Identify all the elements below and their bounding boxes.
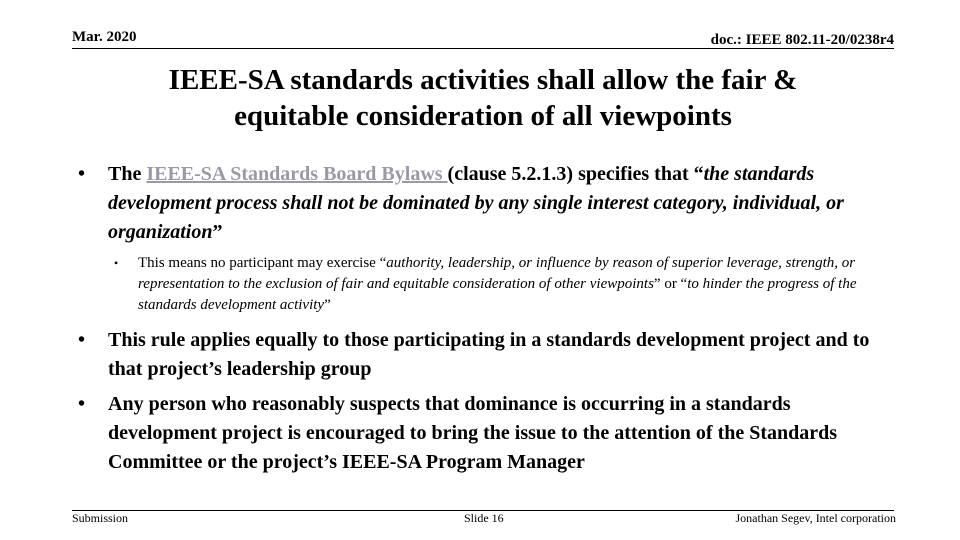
slide-title: [72, 62, 894, 134]
header-doc-id: doc.: IEEE 802.11-20/0238r4: [710, 32, 894, 48]
bullet-dot-icon: •: [78, 393, 86, 415]
title-line-2: equitable consideration of all viewpoints: [234, 100, 732, 132]
header-divider: [72, 48, 894, 49]
bullet-text: (clause 5.2.1.3) specifies that “: [447, 163, 704, 185]
footer-author: Jonathan Segev, Intel corporation: [735, 511, 896, 525]
sub-bullet-quote-1: authority, leadership, or influence by reason of superior leverage, strength, or representation to the exclusion of fair and equitable consideration of other viewpoints: [138, 255, 856, 292]
bullet-dominance: [78, 390, 888, 477]
bullet-text: ”: [212, 221, 223, 243]
footer-slide-number: Slide 16: [464, 511, 504, 525]
sub-bullet-text: ”: [324, 297, 331, 313]
bullet-rule-applies: [78, 326, 888, 384]
slide-body: [78, 160, 888, 483]
title-line-1: IEEE-SA standards activities shall allow the fair &: [168, 64, 798, 96]
bullet-text: Any person who reasonably suspects that dominance is occurring in a standards development project is encouraged to bring the issue to the attention of the Standards Committee or the project’s IEEE-SA Program Manager: [108, 393, 838, 473]
footer-submission: Submission: [72, 511, 129, 525]
sub-bullet-text: ” or “: [653, 276, 688, 292]
bullet-text: This rule applies equally to those participating in a standards development project and to that project’s leadership group: [108, 329, 870, 380]
bylaws-link[interactable]: IEEE-SA Standards Board Bylaws: [146, 163, 448, 185]
sub-bullet-quote-2: to hinder the progress of the standards development activity: [138, 276, 857, 313]
sub-bullet-text: This means no participant may exercise “: [138, 255, 387, 271]
bullet-dot-icon: •: [78, 163, 86, 185]
bylaws-quote: the standards development process shall not be dominated by any single interest category, individual, or organization: [108, 163, 844, 243]
bullet-text: The: [108, 163, 147, 185]
header-date: Mar. 2020: [72, 29, 137, 45]
sub-bullet-participant: [78, 253, 888, 316]
bullet-dot-icon: •: [78, 329, 86, 351]
sub-bullet-dot-icon: •: [114, 256, 119, 270]
bullet-bylaws: [78, 160, 888, 247]
